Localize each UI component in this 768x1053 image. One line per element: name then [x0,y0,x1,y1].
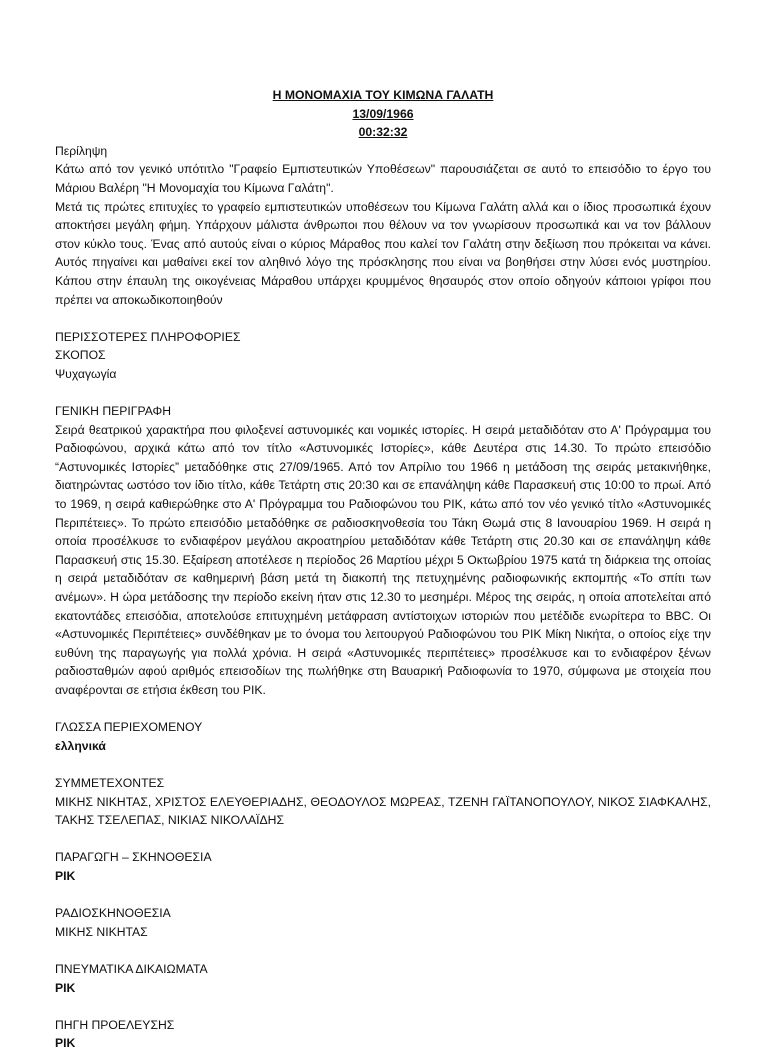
source-section [55,1016,711,1053]
language-label: ΓΛΩΣΣΑ ΠΕΡΙΕΧΟΜΕΝΟΥ [55,720,203,735]
summary-label: Περίληψη [55,143,108,158]
participants-label: ΣΥΜΜΕΤΕΧΟΝΤΕΣ [55,775,165,790]
production-value: ΡΙΚ [55,868,76,883]
rights-section [55,960,711,997]
language-value: ελληνικά [55,738,106,753]
document-title: Η ΜΟΝΟΜΑΧΙΑ ΤΟΥ ΚΙΜΩΝΑ ΓΑΛΑΤΗ [272,88,494,102]
production-label: ΠΑΡΑΓΩΓΗ – ΣΚΗΝΟΘΕΣΙΑ [55,850,212,865]
purpose-label: ΣΚΟΠΟΣ [55,348,106,363]
radio-direction-section [55,904,711,941]
purpose-value: Ψυχαγωγία [55,366,117,381]
general-description-text: Σειρά θεατρικού χαρακτήρα που φιλοξενεί αστυνομικές και νομικές ιστορίες. Η σειρά μεταδιδόταν στο Α' Πρόγραμμα του Ραδιοφώνου, αρχικά κάτω από τον τίτλο «Αστυνομικές Ιστορίες», κάθε Δευτέρα στις 14.30. Το πρώτο επεισόδιο “Αστυνομικές Ιστορίες” μεταδόθηκε στις 27/09/1965. Από τον Απρίλιο του 1966 η μετάδοση της σειράς μετακινήθηκε, διατηρώντας ωστόσο τον ίδιο τίτλο, κάθε Τετάρτη στις 20:30 και σε επανάληψη κάθε Παρασκευή στις 10:00 το πρωί. Από το 1969, η σειρά καθιερώθηκε στο Α' Πρόγραμμα του Ραδιοφώνου του ΡΙΚ, κάτω από τον νέο γενικό τίτλο «Αστυνομικές Περιπέτειες». Το πρώτο επεισόδιο μεταδόθηκε σε ραδιοσκηνοθεσία του Τάκη Θωμά στις 8 Ιανουαρίου 1969. Η σειρά η οποία προσέλκυσε το ενδιαφέρον μεγάλου ακροατηρίου μεταδιδόταν κάθε Τετάρτη στις 20.30 και σε επανάληψη κάθε Παρασκευή στις 15.30. Εξαίρεση αποτέλεσε η περίοδος 26 Μαρτίου μέχρι 5 Οκτωβρίου 1975 κατά τη διάρκεια της οποίας η σειρά μεταδιδόταν σε καθημερινή βάση μετά τη διακοπή της πετυχημένης ραδιοφωνικής εκπομπής «Το σπίτι των ανέμων». Η ώρα μετάδοσης την περίοδο εκείνη ήταν στις 12.30 το μεσημέρι. Μέρος της σειράς, η οποία αποτελείται από εκατοντάδες επεισόδια, αποτελούσε επιτυχημένη μετάφραση αντίστοιχων ιστοριών που μετέδιδε ενωρίτερα το BBC. Οι «Αστυνομικές Περιπέτειες» συνδέθηκαν με το όνομα του λειτουργού Ραδιοφώνου του ΡΙΚ Μίκη Νικήτα, ο οποίος είχε την ευθύνη της παραγωγής για πολλά χρόνια. Η σειρά «Αστυνομικές περιπέτειες» προσέλκυσε και το ενδιαφέρον ξένων ραδιοσταθμών αφού αριθμός επεισοδίων της πωλήθηκε στη Βαυαρική Ραδιοφωνία το 1970, σύμφωνα με στοιχεία που αναφέρονται σε ετήσια έκθεση του ΡΙΚ. [55,422,711,697]
more-info-label: ΠΕΡΙΣΣΟΤΕΡΕΣ ΠΛΗΡΟΦΟΡΙΕΣ [55,329,241,344]
source-value: ΡΙΚ [55,1036,76,1051]
episode-duration: 00:32:32 [358,125,408,140]
radio-direction-label: ΡΑΔΙΟΣΚΗΝΟΘΕΣΙΑ [55,906,171,921]
production-section [55,848,711,885]
general-description-label: ΓΕΝΙΚΗ ΠΕΡΙΓΡΑΦΗ [55,404,172,419]
broadcast-date: 13/09/1966 [352,106,414,121]
participants-section [55,774,711,830]
summary-section [55,142,711,309]
summary-paragraph-1: Κάτω από τον γενικό υπότιτλο "Γραφείο Εμπιστευτικών Υποθέσεων" παρουσιάζεται σε αυτό το επεισόδιο το έργο του Μάριου Βαλέρη "Η Μονομαχία του Κίμωνα Γαλάτη". [55,162,711,195]
summary-paragraph-2: Μετά τις πρώτες επιτυχίες το γραφείο εμπιστευτικών υποθέσεων του Κίμωνα Γαλάτη αλλά και ο ίδιος προσωπικά έχουν αποκτήσει μεγάλη φήμη. Υπάρχουν μάλιστα άνθρωποι που θέλουν να τον γνωρίσουν προσωπικά και να τον βάλλουν στον κύκλο τους. Ένας από αυτούς είναι ο κύριος Μάραθος που καλεί τον Γαλάτη στην δεξίωση που πρόκειται να κάνει. Αυτός πηγαίνει και μαθαίνει εκεί τον αληθινό λόγο της πρόσκλησης που είναι να βοηθήσει στην λύσει ενός μυστηρίου. Κάπου στην έπαυλη της οικογένειας Μάραθου υπάρχει κρυμμένος θησαυρός στον οποίο οδηγούν κάποιοι γρίφοι που πρέπει να αποκωδικοποιηθούν [55,199,711,307]
language-section [55,718,711,755]
rights-value: ΡΙΚ [55,980,76,995]
source-label: ΠΗΓΗ ΠΡΟΕΛΕΥΣΗΣ [55,1017,175,1032]
document-page [55,86,711,1053]
participants-value: ΜΙΚΗΣ ΝΙΚΗΤΑΣ, ΧΡΙΣΤΟΣ ΕΛΕΥΘΕΡΙΑΔΗΣ, ΘΕΟΔΟΥΛΟΣ ΜΩΡΕΑΣ, ΤΖΕΝΗ ΓΑΪΤΑΝΟΠΟΥΛΟΥ, ΝΙΚΟΣ ΣΙΑΦΚΑΛΗΣ, ΤΑΚΗΣ ΤΣΕΛΕΠΑΣ, ΝΙΚΙΑΣ ΝΙΚΟΛΑΪΔΗΣ [55,794,711,828]
more-info-section [55,328,711,384]
document-header [55,86,711,142]
general-description-section [55,402,711,700]
radio-direction-value: ΜΙΚΗΣ ΝΙΚΗΤΑΣ [55,924,148,939]
rights-label: ΠΝΕΥΜΑΤΙΚΑ ΔΙΚΑΙΩΜΑΤΑ [55,961,208,976]
